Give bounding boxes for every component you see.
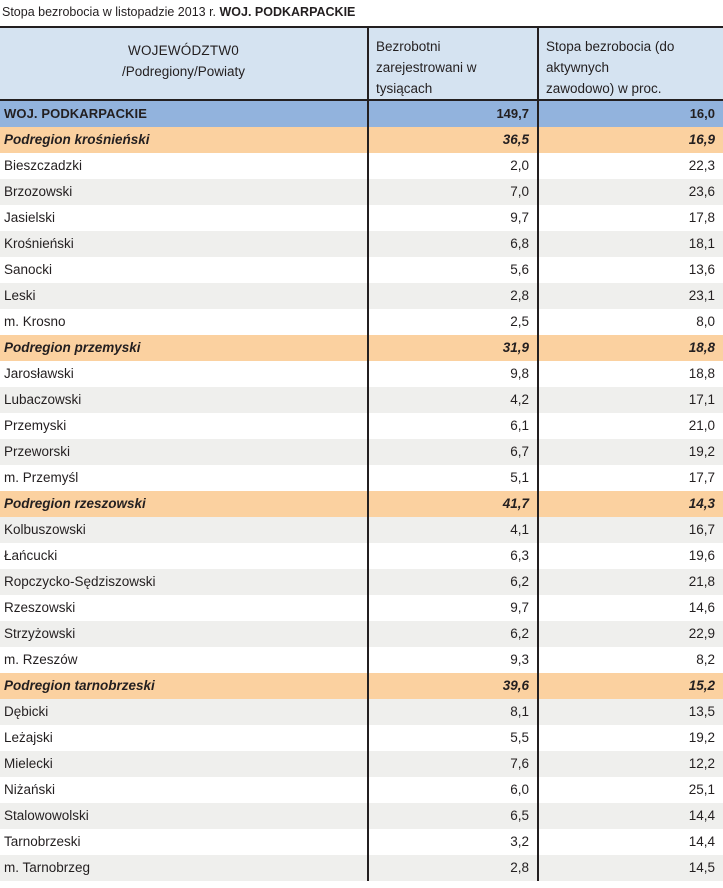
row-label: Lubaczowski [0,387,368,413]
column-header-rate-line-1: Stopa bezrobocia (do [546,39,675,54]
row-label: Leski [0,283,368,309]
row-label: Podregion tarnobrzeski [0,673,368,699]
table-row[interactable] [0,231,723,257]
table-row[interactable] [0,595,723,621]
row-rate-value: 17,8 [538,205,723,231]
row-label: Dębicki [0,699,368,725]
column-header-rate-line-2: aktywnych [546,60,610,75]
table-row[interactable] [0,803,723,829]
row-label: m. Przemyśl [0,465,368,491]
row-unemployed-value: 2,5 [368,309,538,335]
table-row[interactable] [0,855,723,881]
row-rate-value: 16,9 [538,127,723,153]
column-header-unemployed [368,27,538,100]
row-unemployed-value: 6,2 [368,569,538,595]
row-rate-value: 22,9 [538,621,723,647]
table-row[interactable] [0,361,723,387]
row-unemployed-value: 5,6 [368,257,538,283]
row-rate-value: 18,8 [538,361,723,387]
row-unemployed-value: 2,0 [368,153,538,179]
row-rate-value: 14,6 [538,595,723,621]
row-label: Łańcucki [0,543,368,569]
table-header [0,27,723,100]
row-rate-value: 21,0 [538,413,723,439]
row-unemployed-value: 4,2 [368,387,538,413]
row-rate-value: 14,4 [538,829,723,855]
row-unemployed-value: 7,0 [368,179,538,205]
row-label: Sanocki [0,257,368,283]
row-rate-value: 14,4 [538,803,723,829]
table-row[interactable] [0,179,723,205]
table-row[interactable] [0,647,723,673]
row-unemployed-value: 3,2 [368,829,538,855]
table-row[interactable] [0,413,723,439]
row-rate-value: 8,0 [538,309,723,335]
table-row[interactable] [0,335,723,361]
column-header-name-line-1: WOJEWÓDZTW0 [128,43,239,58]
row-rate-value: 14,5 [538,855,723,881]
row-unemployed-value: 6,7 [368,439,538,465]
column-header-unemployed-line-2: zarejestrowani w [376,60,477,75]
table-row[interactable] [0,621,723,647]
column-header-rate-line-3: zawodowo) w proc. [546,81,662,96]
unemployment-table-wrapper [0,26,723,881]
row-rate-value: 12,2 [538,751,723,777]
table-body [0,100,723,881]
row-rate-value: 16,0 [538,100,723,127]
row-label: WOJ. PODKARPACKIE [0,100,368,127]
row-label: Niżański [0,777,368,803]
column-header-name-line-2: /Podregiony/Powiaty [121,64,246,79]
page-title-region: WOJ. PODKARPACKIE [219,5,356,19]
row-unemployed-value: 7,6 [368,751,538,777]
row-label: Przeworski [0,439,368,465]
table-row[interactable] [0,777,723,803]
row-unemployed-value: 149,7 [368,100,538,127]
row-unemployed-value: 5,1 [368,465,538,491]
row-unemployed-value: 6,0 [368,777,538,803]
table-row[interactable] [0,491,723,517]
row-unemployed-value: 9,7 [368,595,538,621]
row-unemployed-value: 6,8 [368,231,538,257]
table-row[interactable] [0,153,723,179]
table-row[interactable] [0,543,723,569]
table-row[interactable] [0,205,723,231]
row-rate-value: 8,2 [538,647,723,673]
table-row[interactable] [0,309,723,335]
table-row[interactable] [0,257,723,283]
row-label: Podregion rzeszowski [0,491,368,517]
row-rate-value: 17,7 [538,465,723,491]
row-rate-value: 19,2 [538,725,723,751]
row-label: Podregion przemyski [0,335,368,361]
row-label: m. Tarnobrzeg [0,855,368,881]
table-row[interactable] [0,569,723,595]
row-unemployed-value: 31,9 [368,335,538,361]
row-rate-value: 17,1 [538,387,723,413]
table-row[interactable] [0,439,723,465]
row-unemployed-value: 9,3 [368,647,538,673]
row-label: Leżajski [0,725,368,751]
row-rate-value: 18,8 [538,335,723,361]
row-label: Bieszczadzki [0,153,368,179]
row-rate-value: 23,6 [538,179,723,205]
row-rate-value: 13,6 [538,257,723,283]
row-unemployed-value: 9,7 [368,205,538,231]
table-row[interactable] [0,699,723,725]
row-unemployed-value: 6,3 [368,543,538,569]
table-row[interactable] [0,465,723,491]
header-row [0,27,723,100]
table-row[interactable] [0,673,723,699]
table-row[interactable] [0,725,723,751]
row-rate-value: 19,6 [538,543,723,569]
row-unemployed-value: 5,5 [368,725,538,751]
row-label: Mielecki [0,751,368,777]
row-rate-value: 21,8 [538,569,723,595]
row-label: Krośnieński [0,231,368,257]
row-unemployed-value: 6,2 [368,621,538,647]
row-label: Brzozowski [0,179,368,205]
row-unemployed-value: 9,8 [368,361,538,387]
row-label: m. Rzeszów [0,647,368,673]
row-rate-value: 16,7 [538,517,723,543]
unemployment-table [0,26,723,881]
row-label: Tarnobrzeski [0,829,368,855]
table-row[interactable] [0,751,723,777]
table-row[interactable] [0,100,723,127]
row-label: Kolbuszowski [0,517,368,543]
row-label: Rzeszowski [0,595,368,621]
row-unemployed-value: 8,1 [368,699,538,725]
row-rate-value: 23,1 [538,283,723,309]
row-rate-value: 19,2 [538,439,723,465]
row-rate-value: 25,1 [538,777,723,803]
row-unemployed-value: 41,7 [368,491,538,517]
row-unemployed-value: 6,1 [368,413,538,439]
row-rate-value: 14,3 [538,491,723,517]
row-unemployed-value: 2,8 [368,283,538,309]
table-row[interactable] [0,829,723,855]
row-rate-value: 15,2 [538,673,723,699]
row-label: Jasielski [0,205,368,231]
row-rate-value: 18,1 [538,231,723,257]
row-unemployed-value: 2,8 [368,855,538,881]
column-header-rate [538,27,723,100]
row-unemployed-value: 6,5 [368,803,538,829]
table-row[interactable] [0,387,723,413]
row-unemployed-value: 4,1 [368,517,538,543]
row-label: Jarosławski [0,361,368,387]
row-label: Stalowowolski [0,803,368,829]
row-rate-value: 22,3 [538,153,723,179]
page-title [0,0,723,26]
row-label: Strzyżowski [0,621,368,647]
page-title-main: Stopa bezrobocia w listopadzie 2013 r. [2,5,220,19]
column-header-unemployed-line-1: Bezrobotni [376,39,441,54]
row-rate-value: 13,5 [538,699,723,725]
row-label: Przemyski [0,413,368,439]
row-label: Ropczycko-Sędziszowski [0,569,368,595]
row-label: Podregion krośnieński [0,127,368,153]
table-row[interactable] [0,127,723,153]
row-unemployed-value: 36,5 [368,127,538,153]
table-row[interactable] [0,283,723,309]
column-header-unemployed-line-3: tysiącach [376,81,433,96]
row-unemployed-value: 39,6 [368,673,538,699]
column-header-name [0,27,368,100]
row-label: m. Krosno [0,309,368,335]
table-row[interactable] [0,517,723,543]
